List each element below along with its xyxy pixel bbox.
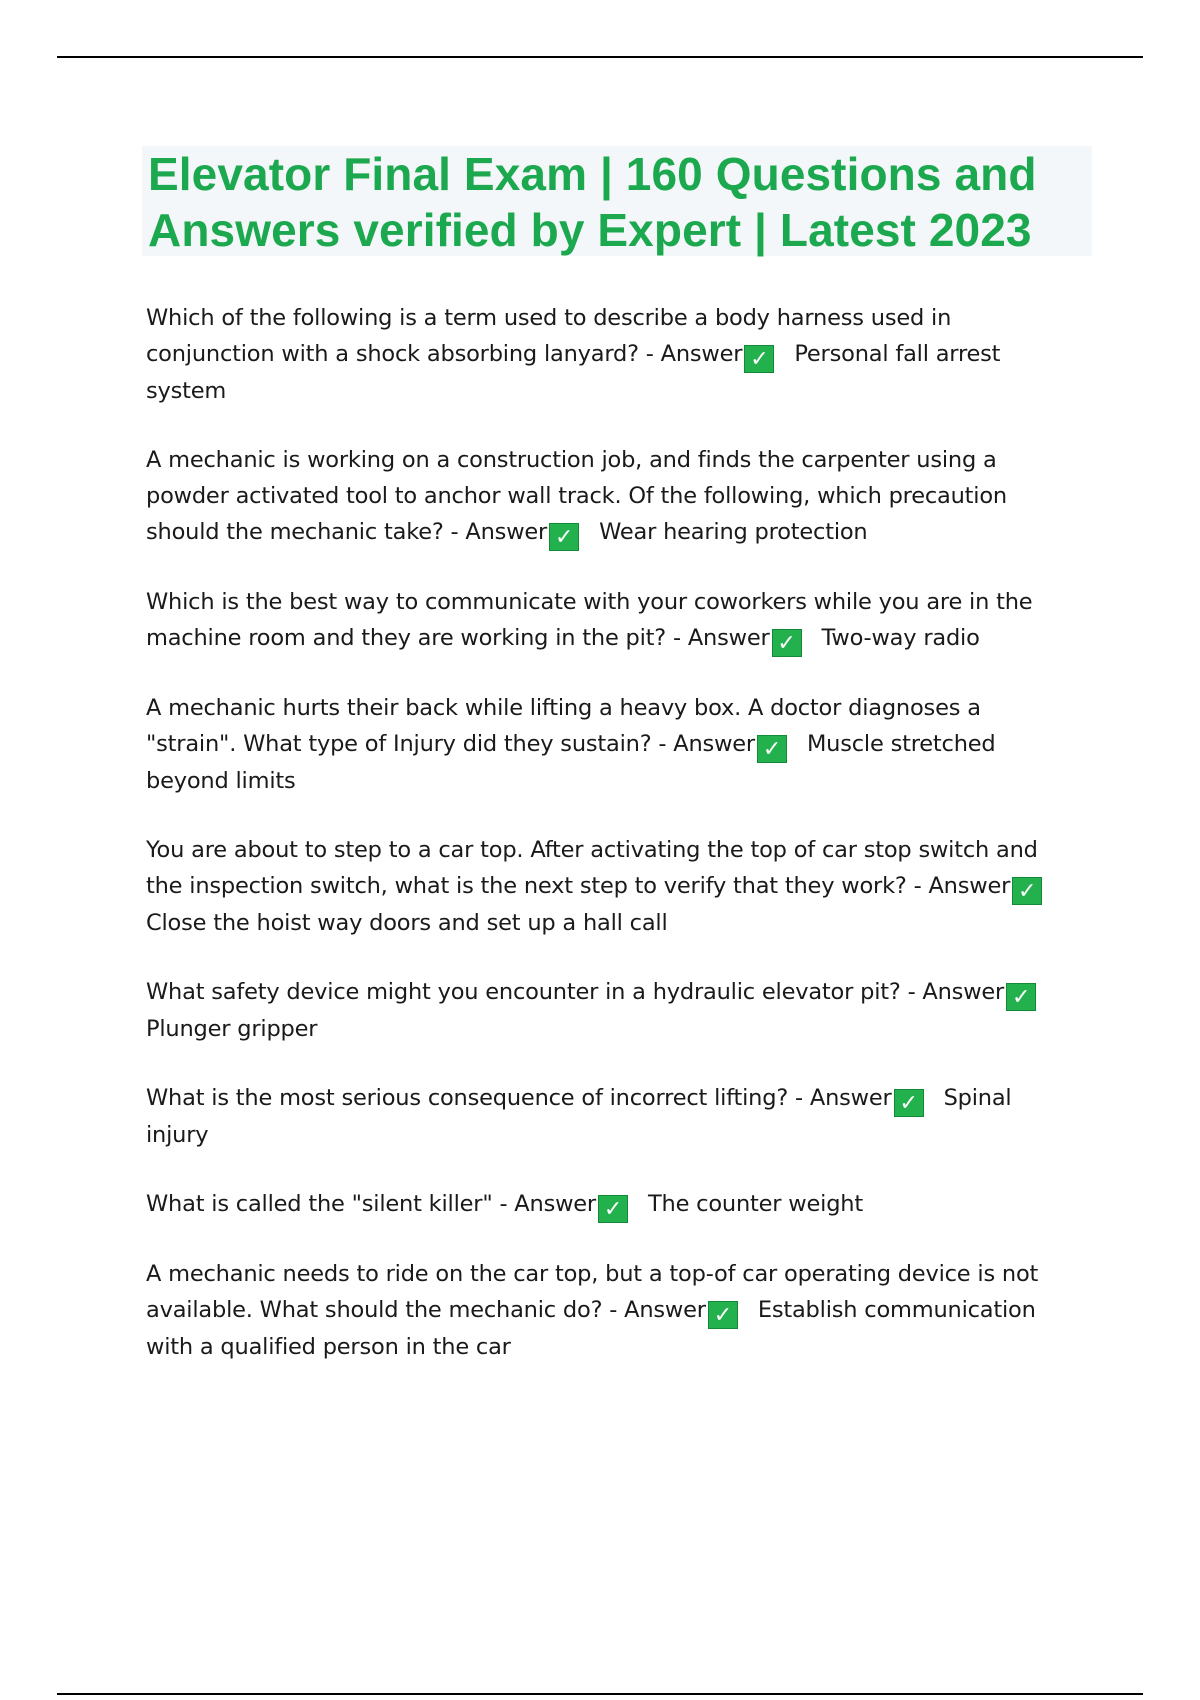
answer-text: Close the hoist way doors and set up a hall call: [146, 910, 668, 936]
check-mark-icon: ✓: [1012, 877, 1042, 905]
check-mark-icon: ✓: [1006, 983, 1036, 1011]
title-banner: [142, 146, 1092, 256]
check-mark-icon: ✓: [772, 629, 802, 657]
question-text: You are about to step to a car top. After activating the top of car stop switch and the inspection switch, what is the next step to verify that they work? - Answer: [146, 837, 1038, 899]
check-mark-icon: ✓: [549, 523, 579, 551]
answer-text: Two-way radio: [821, 625, 980, 651]
answer-text: Muscle stretched beyond limits: [146, 731, 996, 794]
question-text: A mechanic is working on a construction job, and finds the carpenter using a powder activated tool to anchor wall track. Of the following, which precaution should the mechanic take? - Answer: [146, 447, 1007, 545]
question-text: Which of the following is a term used to describe a body harness used in conjunction with a shock absorbing lanyard? - Answer: [146, 305, 952, 367]
qa-item-8: [146, 1186, 1076, 1223]
qa-item-3: [146, 584, 1076, 657]
document-title: Elevator Final Exam | 160 Questions and Answers verified by Expert | Latest 2023: [148, 148, 1037, 256]
check-mark-icon: ✓: [708, 1301, 738, 1329]
top-rule: [57, 56, 1143, 58]
question-text: A mechanic hurts their back while lifting a heavy box. A doctor diagnoses a "strain". What type of Injury did they sustain? - Answer: [146, 695, 981, 757]
question-text: What is the most serious consequence of incorrect lifting? - Answer: [146, 1085, 892, 1111]
check-mark-icon: ✓: [757, 735, 787, 763]
question-text: Which is the best way to communicate with your coworkers while you are in the machine room and they are working in the pit? - Answer: [146, 589, 1033, 651]
answer-text: Establish communication with a qualified person in the car: [146, 1297, 1036, 1360]
qa-item-7: [146, 1080, 1076, 1153]
answer-text: Wear hearing protection: [599, 519, 868, 545]
check-mark-icon: ✓: [744, 345, 774, 373]
answer-text: Spinal injury: [146, 1085, 1012, 1148]
qa-item-2: [146, 442, 1076, 551]
qa-item-1: [146, 300, 1076, 409]
question-text: A mechanic needs to ride on the car top, but a top-of car operating device is not available. What should the mechanic do? - Answer: [146, 1261, 1039, 1323]
check-mark-icon: ✓: [894, 1089, 924, 1117]
question-text: What is called the "silent killer" - Answer: [146, 1191, 596, 1217]
bottom-rule: [57, 1693, 1143, 1695]
qa-item-5: [146, 832, 1076, 941]
qa-item-6: [146, 974, 1076, 1047]
check-mark-icon: ✓: [598, 1195, 628, 1223]
question-text: What safety device might you encounter in a hydraulic elevator pit? - Answer: [146, 979, 1005, 1005]
qa-item-4: [146, 690, 1076, 799]
qa-item-9: [146, 1256, 1076, 1365]
answer-text: Plunger gripper: [146, 1016, 318, 1042]
answer-text: The counter weight: [647, 1191, 863, 1217]
answer-text: Personal fall arrest system: [146, 341, 1001, 404]
qa-list: [146, 300, 1076, 1398]
